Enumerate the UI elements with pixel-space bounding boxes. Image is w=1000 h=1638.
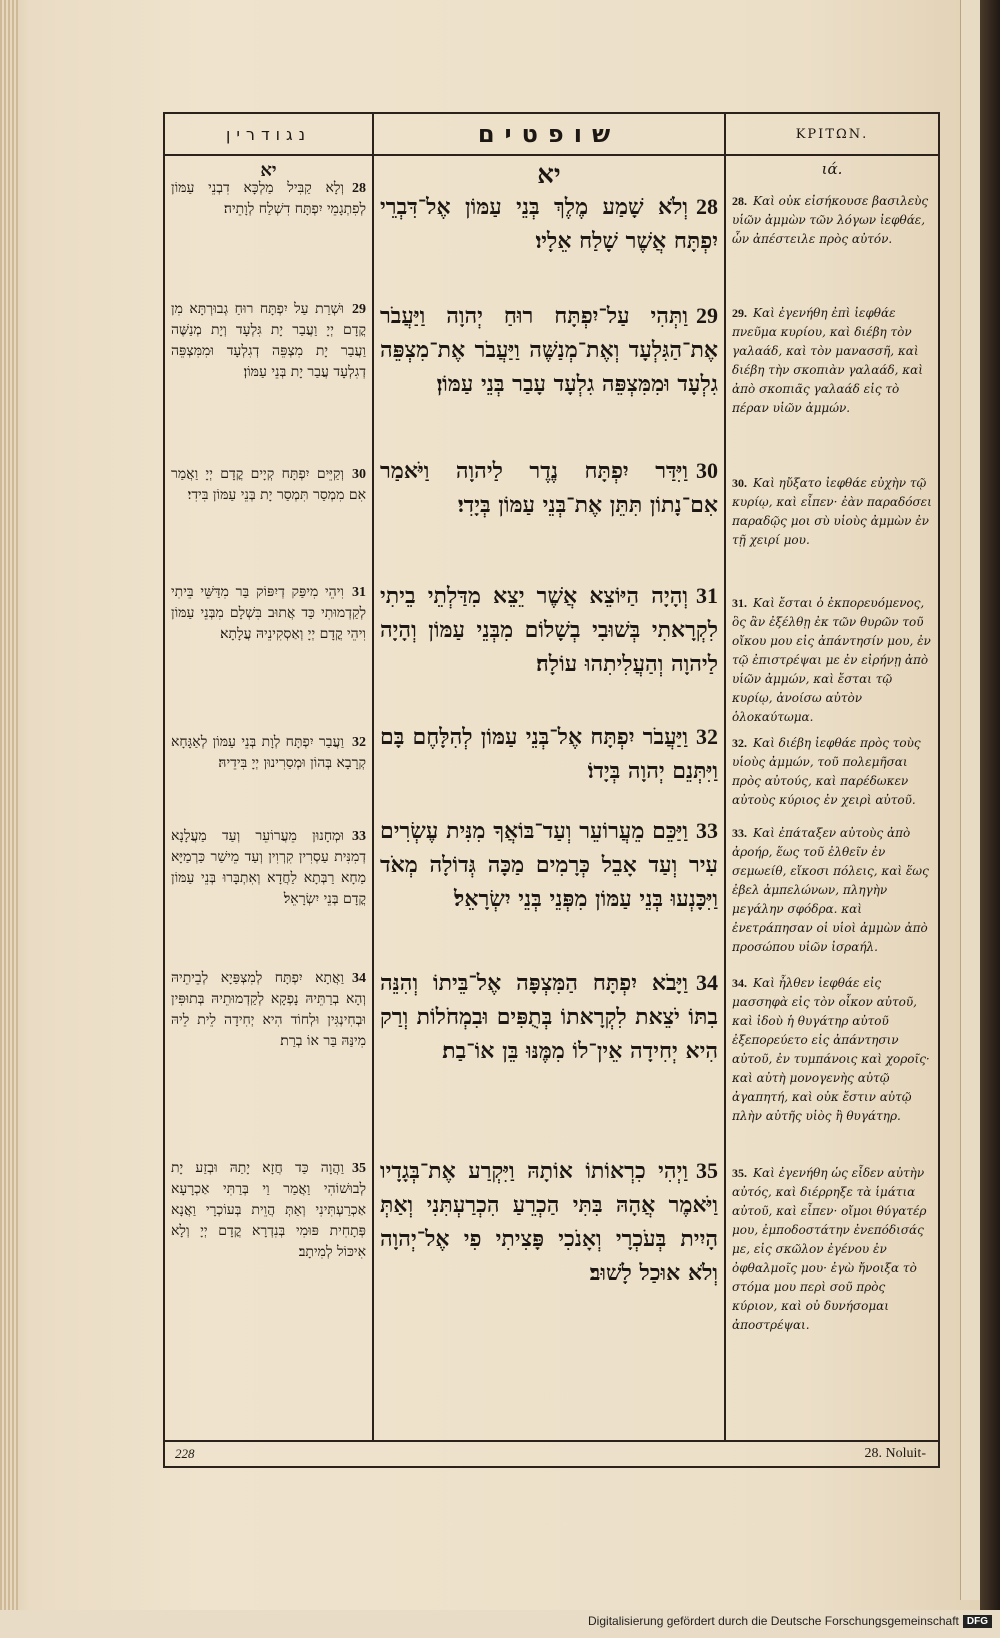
aramaic-verse: 29וּשְׁרַת עַל יִפְתָּח רוּחַ גְבוּרְתָּא מִן קֳדָם יְיָ וַעֲבַר יָת גִּלְעָד וְיָת מְנַשֶּׁה וַעֲבַר יָת מִצְפֵּה דְגִלְעָד וּמִמִּצְפֵּה דְגִלְעָד עֲבַר יָת בְּנֵי עַמּוֹן׃ bbox=[171, 301, 366, 380]
greek-column bbox=[726, 114, 938, 1440]
hebrew-chapter-number: יא bbox=[537, 160, 561, 190]
greek-verse: 34. Καὶ ἦλθεν ἰεφθάε εἰς μασσηφὰ εἰς τὸν οἶκον αὐτοῦ, καὶ ἰδοὺ ἡ θυγάτηρ αὐτοῦ ἐξεπορεύετο εἰς ἀπάντησιν αὐτοῦ, ἐν τυμπάνοις καὶ χοροῖς· καὶ αὐτὴ μονογενὴς αὐτῷ ἀγαπητή, καὶ οὐκ ἔστιν αὐτῷ πλὴν αὐτῆς υἱὸς ἢ θυγάτηρ. bbox=[732, 976, 930, 1123]
aramaic-verse: 35וַהֲוָה כַּד חֲזָא יָתַהּ וּבְזַע יָת לְבוּשׁוֹהִי וַאֲמַר וַי בְּרַתִּי אַכְרָעָא אַכְרַעְתִּינִי וְאַתְּ הֲוֵית בְּעוֹכְרָי וַאֲנָא פְּתָחִית פּוּמִי בְּנִדְרָא קֳדָם יְיָ וְלָא אִיכּוֹל לְמִיתָב׃ bbox=[171, 1160, 366, 1260]
aramaic-chapter-number: יא bbox=[260, 160, 277, 181]
hebrew-verse: 35וַיְהִי כִרְאוֹתוֹ אוֹתָהּ וַיִּקְרַע אֶת־בְּגָדָיו וַיֹּאמֶר אֲהָהּ בִּתִּי הַכְרֵעַ הִכְרַעְתִּנִי וְאַתְּ הָיִית בְּעֹכְרָי וְאָנֹכִי פָּצִיתִי פִי אֶל־יְהוָה וְלֹא אוּכַל לָשׁוּב׃ bbox=[380, 1158, 718, 1286]
greek-verse: 31. Καὶ ἔσται ὁ ἐκπορευόμενος, ὃς ἂν ἐξέλθῃ ἐκ τῶν θυρῶν τοῦ οἴκου μου εἰς ἀπάντησίν μου, ἐν τῷ ἐπιστρέψαι με ἐν εἰρήνῃ ἀπὸ υἱῶν ἀμμών, καὶ ἔσται τῷ κυρίῳ, ἀνοίσω αὐτὸν ὁλοκαύτωμα. bbox=[732, 596, 931, 724]
hebrew-verse: 29וַתְּהִי עַל־יִפְתָּח רוּחַ יְהוָה וַיַּעֲבֹר אֶת־הַגִּלְעָד וְאֶת־מְנַשֶּׁה וַיַּעֲבֹר אֶת־מִצְפֵּה גִלְעָד וּמִמִּצְפֵּה גִלְעָד עָבַר בְּנֵי עַמּוֹן׃ bbox=[380, 303, 718, 397]
greek-verse: 29. Καὶ ἐγενήθη ἐπὶ ἰεφθάε πνεῦμα κυρίου, καὶ διέβη τὸν γαλαάδ, καὶ τὸν μανασσῆ, καὶ διέβη τὴν σκοπιὰν γαλαάδ, καὶ ἀπὸ σκοπιᾶς γαλαάδ εἰς τὸ πέραν υἱῶν ἀμμών. bbox=[732, 306, 923, 415]
hebrew-column bbox=[374, 114, 726, 1440]
aramaic-verse: 34וַאֲתָא יִפְתָּח לְמִצְפַּיָא לְבֵיתֵיהּ וְהָא בְרַתֵּיהּ נָפְקָא לְקַדְמוּתֵיהּ בְּתוּפִּין וּבְחִינְגִּין וּלְחוֹד הִיא יְחִידָה לֵית לֵיהּ מִינַּהּ בַּר אוֹ בְרַת׃ bbox=[171, 970, 366, 1049]
folio-number: 228 bbox=[175, 1446, 195, 1461]
aramaic-verse: 33וּמְחָנוּן מֵעֲרוֹעֵר וְעַד מַעֲלָנָא דְמִנִּית עַסְרִין קִרְוִין וְעַד מֵישַׁר כַּרְמַיָּא מַחָא רַבְּתָא לַחֲדָא וְאִתְבָּרוּ בְּנֵי עַמּוֹן קֳדָם בְּנֵי יִשְׂרָאֵל׃ bbox=[171, 828, 366, 907]
aramaic-header: נגודרין bbox=[165, 114, 372, 156]
digitization-credit-text: Digitalisierung gefördert durch die Deutsche Forschungsgemeinschaft bbox=[588, 1614, 959, 1628]
hebrew-header: שופטים bbox=[374, 114, 724, 156]
greek-verse: 35. Καὶ ἐγενήθη ὡς εἶδεν αὐτὴν αὐτός, καὶ διέρρηξε τὰ ἱμάτια αὐτοῦ, καὶ εἶπεν· οἴμοι θύγατέρ μου, ἐμποδοστάτην ἐνεπόδισάς με, εἰς σκῶλον ἐγένου ἐν ὀφθαλμοῖς μου· ἐγὼ ἤνοιξα τὸ στόμα μου περὶ σοῦ πρὸς κύριον, καὶ οὐ δυνήσομαι ἀποστρέψαι. bbox=[732, 1166, 927, 1332]
hebrew-verse: 28וְלֹא שָׁמַע מֶלֶךְ בְּנֵי עַמּוֹן אֶל־דִּבְרֵי יִפְתָּח אֲשֶׁר שָׁלַח אֵלָיו׃ bbox=[380, 194, 718, 254]
hebrew-verse: 31וְהָיָה הַיּוֹצֵא אֲשֶׁר יֵצֵא מִדַּלְתֵי בֵיתִי לִקְרָאתִי בְּשׁוּבִי בְשָׁלוֹם מִבְּנֵי עַמּוֹן וְהָיָה לַיהוָה וְהַעֲלִיתִהוּ עוֹלָה׃ bbox=[380, 583, 718, 677]
page-footer bbox=[163, 1442, 940, 1468]
aramaic-verse: 32וַעֲבַר יִפְתָּח לְוָת בְּנֵי עַמּוֹן לְאַגָּחָא קְרָבָא בְּהוֹן וּמְסַרִינוּן יְיָ בִּידֵיהּ׃ bbox=[171, 734, 366, 771]
hebrew-verse: 34וַיָּבֹא יִפְתָּח הַמִּצְפָּה אֶל־בֵּיתוֹ וְהִנֵּה בִתּוֹ יֹצֵאת לִקְרָאתוֹ בְּתֻפִּים וּבִמְחֹלוֹת וְרַק הִיא יְחִידָה אֵין־לוֹ מִמֶּנּוּ בֵּן אוֹ־בַת׃ bbox=[380, 970, 718, 1064]
aramaic-verse: 28וְלָא קַבִּיל מַלְכָּא דִבְנֵי עַמּוֹן לְפִתְגָמֵי יִפְתָּח דִשְׁלַח לְוָתֵיה׃ bbox=[171, 180, 366, 217]
adjacent-page-strip bbox=[960, 0, 981, 1600]
text-frame bbox=[163, 112, 940, 1442]
page-edge-left bbox=[0, 0, 18, 1610]
greek-verse: 28. Καὶ οὐκ εἰσήκουσε βασιλεὺς υἱῶν ἀμμὼν τῶν λόγων ἰεφθάε, ὧν ἀπέστειλε πρὸς αὐτόν. bbox=[732, 194, 929, 246]
greek-chapter-number: ιά. bbox=[821, 160, 843, 178]
hebrew-verse: 33וַיַּכֵּם מֵעֲרוֹעֵר וְעַד־בּוֹאֲךָ מִנִּית עֶשְׂרִים עִיר וְעַד אָבֵל כְּרָמִים מַכָּה גְּדוֹלָה מְאֹד וַיִּכָּנְעוּ בְּנֵי עַמּוֹן מִפְּנֵי בְּנֵי יִשְׂרָאֵל׃ bbox=[380, 818, 718, 912]
greek-verse: 30. Καὶ ηὔξατο ἰεφθάε εὐχὴν τῷ κυρίῳ, καὶ εἶπεν· ἐὰν παραδόσει παραδῷς μοι σὺ υἱοὺς ἀμμὼν ἐν τῇ χειρί μου. bbox=[732, 476, 932, 547]
greek-verse: 33. Καὶ ἐπάταξεν αὐτοὺς ἀπὸ ἀροήρ, ἕως τοῦ ἐλθεῖν ἐν σεμωείθ, εἴκοσι πόλεις, καὶ ἕως ἐβελ ἀμπελώνων, πληγὴν μεγάλην σφόδρα. καὶ ἐνετράπησαν οἱ υἱοὶ ἀμμὼν ἀπὸ προσώπου υἱῶν ἰσραήλ. bbox=[732, 826, 929, 954]
hebrew-verse: 30וַיִּדַּר יִפְתָּח נֶדֶר לַיהוָה וַיֹּאמַר אִם־נָתוֹן תִּתֵּן אֶת־בְּנֵי עַמּוֹן בְּיָדִי׃ bbox=[380, 458, 718, 518]
aramaic-verse: 31וִיהֵי מִיפַּק דְיִפּוֹק בַּר מִדַּשֵּׁי בֵּיתִי לְקַדְמוּתִי כַּד אֲתוּב בִּשְׁלָם מִבְּנֵי עַמּוֹן וִיהֵי קֳדָם יְיָ וְאַסְקִינֵיהּ עֲלָתָא׃ bbox=[171, 584, 366, 642]
digitization-credit bbox=[588, 1614, 992, 1628]
greek-verse: 32. Καὶ διέβη ἰεφθάε πρὸς τοὺς υἱοὺς ἀμμών, τοῦ πολεμῆσαι πρὸς αὐτούς, καὶ παρέδωκεν αὐτοὺς κύριος ἐν χειρὶ αὐτοῦ. bbox=[732, 736, 921, 807]
aramaic-column bbox=[165, 114, 374, 1440]
book-binding-edge bbox=[980, 0, 1000, 1610]
aramaic-verse: 30וְקַיֵּים יִפְתָּח קְיָים קֳדָם יְיָ וַאֲמַר אִם מִמְסַר תִּמְסַר יָת בְּנֵי עַמּוֹן בִּידִי׃ bbox=[171, 466, 366, 503]
dfg-logo: DFG bbox=[963, 1615, 992, 1628]
greek-header: ΚΡΙΤΩΝ. bbox=[726, 114, 938, 156]
hebrew-verse: 32וַיַּעֲבֹר יִפְתָּח אֶל־בְּנֵי עַמּוֹן לְהִלָּחֶם בָּם וַיִּתְּנֵם יְהוָה בְּיָדוֹ׃ bbox=[380, 724, 718, 784]
catchword: 28. Noluit- bbox=[864, 1446, 926, 1461]
